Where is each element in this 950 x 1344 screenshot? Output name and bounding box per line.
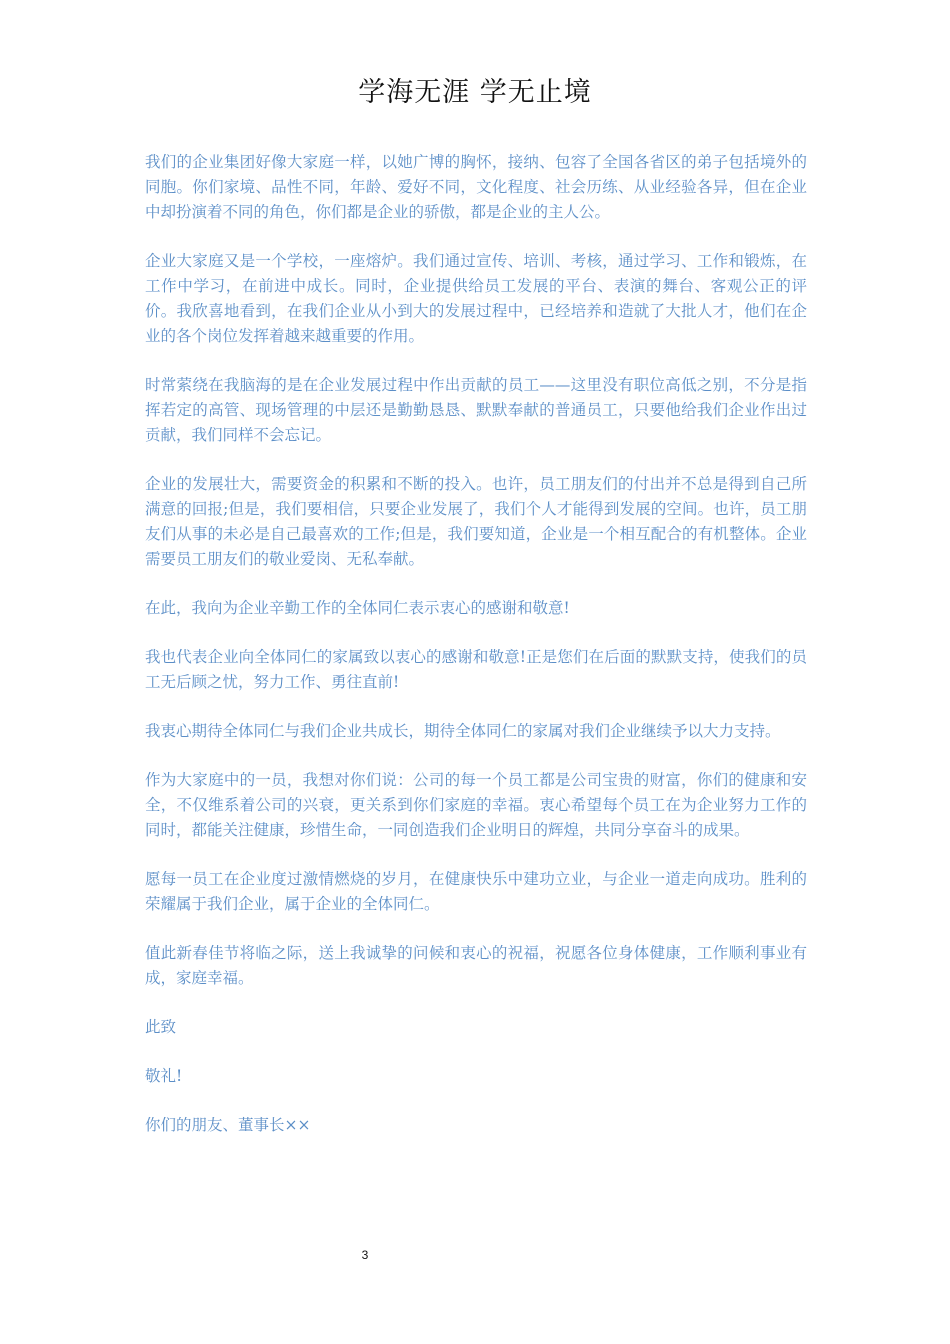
- paragraph-9: 愿每一员工在企业度过激情燃烧的岁月，在健康快乐中建功立业，与企业一道走向成功。胜利的荣耀属于我们企业，属于企业的全体同仁。: [145, 870, 807, 913]
- closing-regards: 敬礼!: [145, 1067, 183, 1085]
- paragraph-1: 我们的企业集团好像大家庭一样，以她广博的胸怀，接纳、包容了全国各省区的弟子包括境外的同胞。你们家境、品性不同，年龄、爱好不同，文化程度、社会历练、从业经验各异，但在企业中却扮演着不同的角色，你们都是企业的骄傲，都是企业的主人公。: [145, 153, 807, 221]
- paragraph-6: 我也代表企业向全体同仁的家属致以衷心的感谢和敬意!正是您们在后面的默默支持，使我们的员工无后顾之忧，努力工作、勇往直前!: [145, 648, 807, 691]
- paragraph-7: 我衷心期待全体同仁与我们企业共成长，期待全体同仁的家属对我们企业继续予以大力支持。: [145, 722, 781, 740]
- page-header-title: 学海无涯 学无止境: [358, 77, 592, 108]
- page-number: 3: [361, 1248, 369, 1262]
- paragraph-3: 时常萦绕在我脑海的是在企业发展过程中作出贡献的员工——这里没有职位高低之别，不分是指挥若定的高管、现场管理的中层还是勤勤恳恳、默默奉献的普通员工，只要他给我们企业作出过贡献，我们同样不会忘记。: [145, 376, 807, 444]
- paragraph-8: 作为大家庭中的一员，我想对你们说：公司的每一个员工都是公司宝贵的财富，你们的健康和安全，不仅维系着公司的兴衰，更关系到你们家庭的幸福。衷心希望每个员工在为企业努力工作的同时，都能关注健康，珍惜生命，一同创造我们企业明日的辉煌，共同分享奋斗的成果。: [145, 771, 807, 839]
- paragraph-4: 企业的发展壮大，需要资金的积累和不断的投入。也许，员工朋友们的付出并不总是得到自己所满意的回报;但是，我们要相信，只要企业发展了，我们个人才能得到发展的空间。也许，员工朋友们从事的未必是自己最喜欢的工作;但是，我们要知道，企业是一个相互配合的有机整体。企业需要员工朋友们的敬业爱岗、无私奉献。: [145, 475, 807, 568]
- paragraph-5: 在此，我向为企业辛勤工作的全体同仁表示衷心的感谢和敬意!: [145, 599, 570, 617]
- closing-salutation: 此致: [145, 1018, 177, 1036]
- paragraph-2: 企业大家庭又是一个学校，一座熔炉。我们通过宣传、培训、考核，通过学习、工作和锻炼，在工作中学习，在前进中成长。同时，企业提供给员工发展的平台、表演的舞台、客观公正的评价。我欣喜地看到，在我们企业从小到大的发展过程中，已经培养和造就了大批人才，他们在企业的各个岗位发挥着越来越重要的作用。: [145, 252, 807, 345]
- paragraph-10: 值此新春佳节将临之际，送上我诚挚的问候和衷心的祝福，祝愿各位身体健康，工作顺利事业有成，家庭幸福。: [145, 944, 807, 987]
- letter-body: [145, 150, 807, 1162]
- signature-line: 你们的朋友、董事长××: [145, 1116, 311, 1134]
